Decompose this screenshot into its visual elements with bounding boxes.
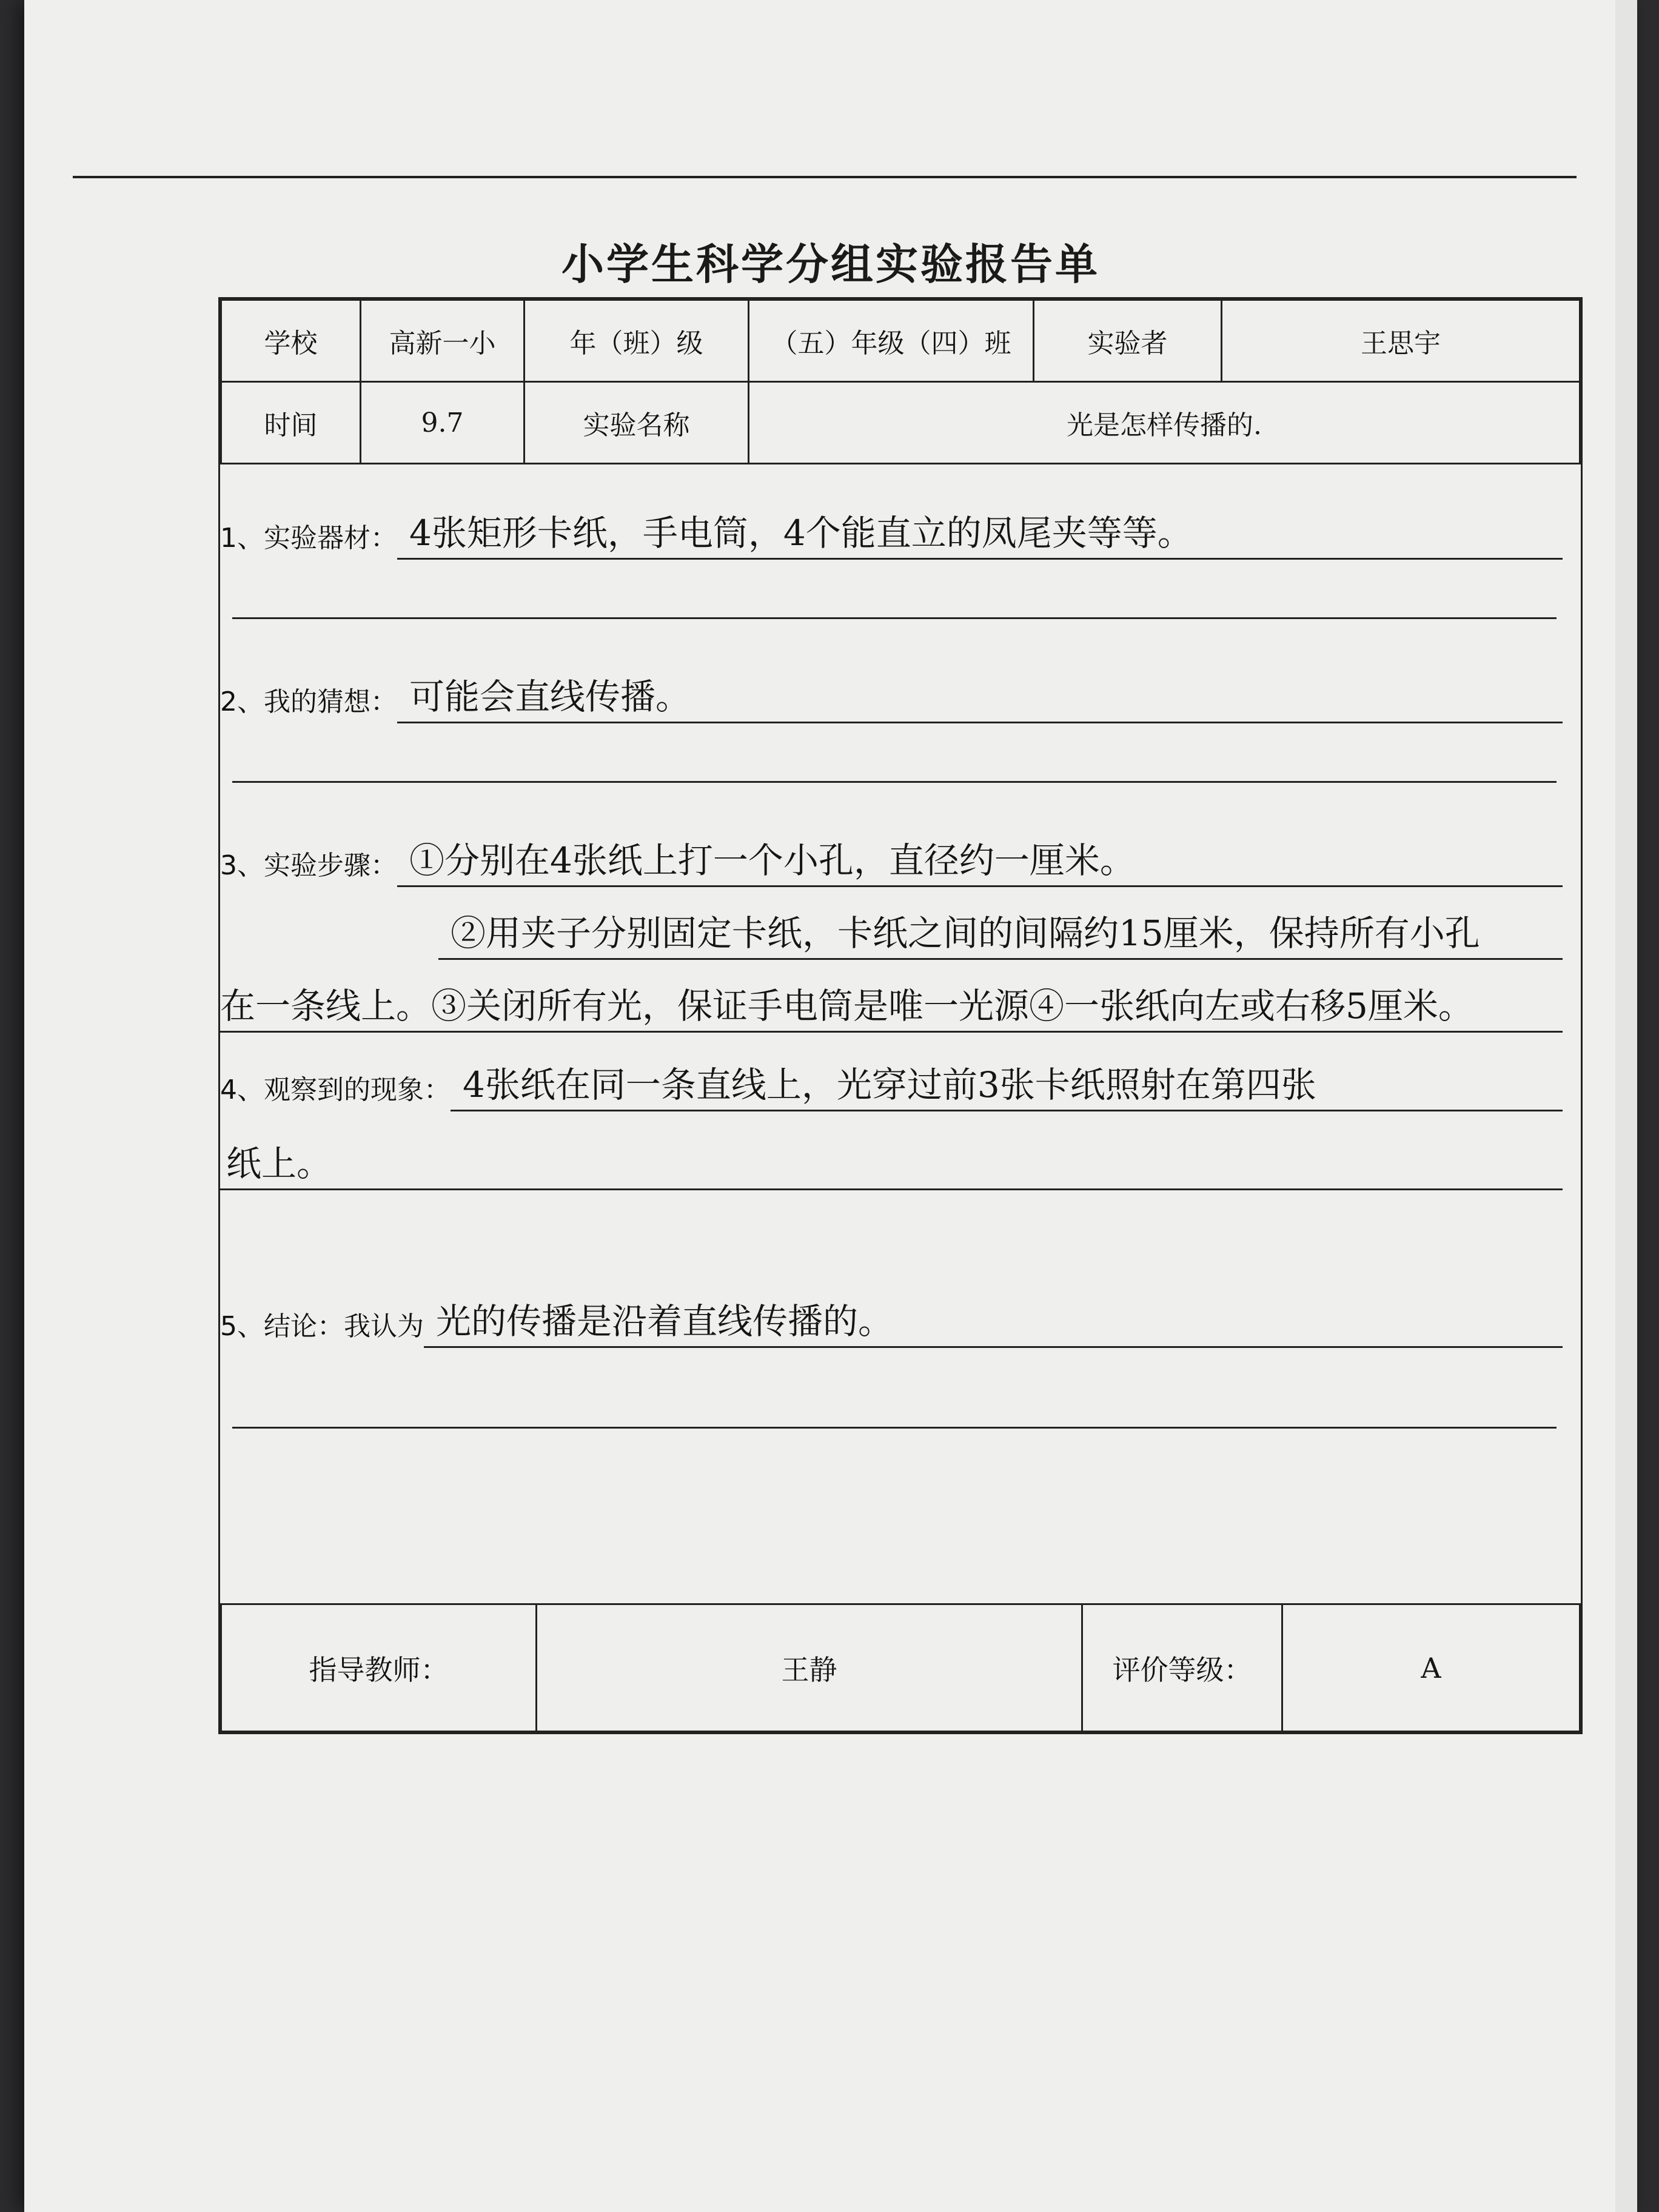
page-title: 小学生科学分组实验报告单: [561, 240, 1100, 289]
top-rule: [73, 176, 1577, 178]
observe-row-2: [220, 1130, 1563, 1190]
report-form: [218, 297, 1583, 1734]
observe-line-1: 4张纸在同一条直线上，光穿过前3张卡纸照射在第四张: [451, 1056, 1563, 1111]
guess-row: [220, 663, 1563, 723]
materials-label: 1、实验器材：: [220, 523, 397, 554]
evaluation-value: A: [1282, 1604, 1580, 1732]
conclusion-label: 5、结论：我认为: [220, 1311, 424, 1342]
observe-label: 4、观察到的现象：: [220, 1074, 451, 1105]
school-value: 高新一小: [361, 300, 525, 382]
time-label: 时间: [221, 382, 361, 464]
grade-value: （五）年级（四）班: [749, 300, 1034, 382]
time-value: 9.7: [361, 382, 525, 464]
grade-label: 年（班）级: [525, 300, 749, 382]
conclusion-row: [220, 1281, 1563, 1348]
guess-value: 可能会直线传播。: [397, 668, 1563, 723]
school-label: 学校: [221, 300, 361, 382]
teacher-value: 王静: [537, 1604, 1082, 1732]
materials-value: 4张矩形卡纸，手电筒，4个能直立的凤尾夹等等。: [397, 504, 1563, 560]
materials-blank-line: [232, 617, 1557, 619]
name-value: 光是怎样传播的.: [749, 382, 1580, 464]
experimenter-label: 实验者: [1034, 300, 1222, 382]
paper-sheet: [24, 0, 1637, 2212]
steps-label: 3、实验步骤：: [220, 850, 397, 881]
conclusion-blank-line: [232, 1427, 1557, 1429]
steps-line-2: ②用夹子分别固定卡纸，卡纸之间的间隔约15厘米，保持所有小孔: [438, 905, 1563, 960]
experimenter-value: 王思宇: [1222, 300, 1580, 382]
conclusion-value: 光的传播是沿着直线传播的。: [424, 1293, 1563, 1348]
steps-row-2: [220, 899, 1563, 960]
steps-line-3: 在一条线上。③关闭所有光，保证手电筒是唯一光源④一张纸向左或右移5厘米。: [220, 977, 1563, 1033]
steps-line-1: ①分别在4张纸上打一个小孔，直径约一厘米。: [397, 832, 1563, 887]
paper-edge: [1615, 0, 1637, 2212]
name-label: 实验名称: [525, 382, 749, 464]
materials-row: [220, 499, 1563, 560]
guess-label: 2、我的猜想：: [220, 686, 397, 717]
steps-row-1: [220, 826, 1563, 887]
evaluation-label: 评价等级：: [1082, 1604, 1282, 1732]
teacher-label: 指导教师：: [221, 1604, 537, 1732]
guess-blank-line: [232, 781, 1557, 783]
footer-table: [220, 1603, 1581, 1732]
header-table: [220, 299, 1581, 464]
observe-line-2: 纸上。: [220, 1135, 1563, 1190]
steps-row-3: [220, 972, 1563, 1033]
observe-row-1: [220, 1051, 1563, 1111]
